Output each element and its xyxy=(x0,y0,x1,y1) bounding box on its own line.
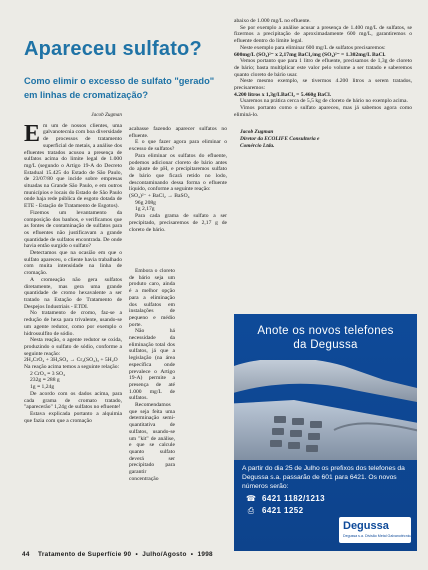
paragraph: Neste exemplo para eliminar 600 mg/L de sulfatos precisaremos: xyxy=(240,44,386,51)
degussa-logo xyxy=(339,517,411,543)
brand-subtitle: Degussa s.a. Divisão Metal Galvanotécnica xyxy=(343,534,413,538)
article-column-1 xyxy=(24,112,122,424)
page-number: 44 xyxy=(22,551,30,558)
paragraph: E o que fazer agora para eliminar o excesso de sulfatos? xyxy=(129,139,227,153)
calculation: 4.200 litros x 1,3g/LBaCl₂ = 5.460g BaCl. xyxy=(234,91,332,98)
issue-year: 1998 xyxy=(197,551,213,558)
signature-role: Comércio Ltda. xyxy=(240,142,275,149)
paragraph: No tratamento de cromo, faz-se a redução de hexa para trivalente, usando-se um agente redutor, como por exemplo o hidrossulfito de sódio. xyxy=(24,310,122,337)
article-title: Apareceu sulfato? xyxy=(24,38,202,60)
ad-headline-line: da Degussa xyxy=(293,339,358,351)
magazine-name: Tratamento de Superfície 90 xyxy=(38,551,132,558)
ad-body-text: A partir do dia 25 de Julho os prefixos dos telefones da Degussa s.a. passarão de 601 para 6421. Os novos números serão: xyxy=(242,465,405,490)
paragraph: m um de nossos clientes, uma galvanotecnia com boa diversidade de processos de tratamento superficial de metais, a análise dos efluentes tratados acusou a presença de sulfatos acima do limite legal de 1.000 mg/L (segundo o Artigo 19-A do Decreto Estadual 15.425 do Estado de São Paulo, de 23/07/80 que incide sobre empresas situadas na Grande São Paulo, e em outros municípios e locais do Estado de São Paulo onde haja rede pública de esgoto dotada de ETE - Estação de Tratamento de Esgotos). xyxy=(24,122,122,210)
chemical-equation: (SO₄)²⁻ + BaCl₂ → BaSO₄ xyxy=(129,193,190,200)
ad-headline-line: Anote os novos telefones xyxy=(257,325,394,337)
signature-name: Jacob Zugman xyxy=(240,128,274,135)
signature-role: Diretor da ECOLIFE Consultoria e xyxy=(240,135,320,142)
paragraph: Se por exemplo a análise acusar a presença de 1.400 mg/L de sulfatos, se fizermos a precipitação de aproximadamente 600 mg/L, garantiremos o efluente dentro do limite legal. xyxy=(234,24,412,45)
paragraph: De acordo com os dados acima, para cada grama de cromato tratado, "aparecerão" 1,24g de sulfatos no efluente! xyxy=(24,390,122,411)
page-footer: 44 Tratamento de Superfície 90 • Julho/Agosto • 1998 xyxy=(22,551,213,558)
calculation: 600mg/L (SO₄)²⁻ x 2,17mg BaCl₂/mg (SO₄)²⁻ = 1.302mg/L BaCl. xyxy=(234,51,386,58)
paragraph: Recomendamos que seja feita uma determinação semi-quantitativa de sulfatos, usando-se um "kit" de análise, e que se calcule quanto sulfato deverá ser precipitado para garantir concentração xyxy=(129,402,175,482)
paragraph: Usaremos na prática cerca de 5,5 kg de cloreto de bário no exemplo acima. xyxy=(240,98,408,105)
fax-number: 6421 1252 xyxy=(262,506,304,515)
paragraph: acabasse fazendo aparecer sulfatos no efluente. xyxy=(129,126,227,139)
paragraph: abaixo de 1.000 mg/L no efluente. xyxy=(234,18,311,24)
author-byline: Jacob Zugman xyxy=(91,112,122,118)
fax-icon: ⎙ xyxy=(247,506,255,515)
paragraph: Vemos portanto que para 1 litro de efluente, precisamos de 1,3g de cloreto de bário; basta multiplicar este valor pelo volume a ser tratado e saberemos quanto cloreto de bário usar. xyxy=(234,58,412,78)
formula-line: 1g 2,17g xyxy=(135,206,155,213)
paragraph: Para eliminar os sulfatos do efluente, podemos adicionar cloreto de bário antes do ajuste de pH, e precipitaremos sulfato de bário que ficará retido no lodo, descontaminando dessa forma o efluente líquido, conforme a seguinte reação: xyxy=(129,152,227,193)
paragraph: A cromeação não gera sulfatos diretamente, mas gera uma grande quantidade de cromo hexavalente a ser tratado na Estação de Tratamento de Despejos Industriais - ETDI. xyxy=(24,276,122,310)
paragraph: Detectamos que na ocasião em que o sulfato apareceu, o cliente havia trabalhado com muita intensidade na linha de cromação. xyxy=(24,250,122,277)
brand-name: Degussa xyxy=(343,520,389,532)
paragraph: Para cada grama de sulfato a ser precipitado, precisaremos de 2,17 g de cloreto de bário. xyxy=(129,213,227,233)
formula-line: 232g ≡ 288 g xyxy=(30,377,60,384)
issue-months: Julho/Agosto xyxy=(142,551,187,558)
formula-line: 1g ≡ 1,24g xyxy=(30,384,55,391)
drop-cap: E xyxy=(24,120,41,147)
paragraph: Nesta reação, o agente redutor se oxida, produzindo o sulfato de sódio, conforme a seguinte reação: xyxy=(24,337,122,357)
chemical-equation: 2H₂CrO₄ + 3H₂SO₃ → Cr₂(SO₄)₃ + 5H₂O xyxy=(24,357,118,364)
formula-line: 2 CrO₃ ≡ 3 SO₄ xyxy=(30,370,66,377)
telephone-illustration xyxy=(234,360,417,460)
paragraph: Neste mesmo exemplo, se tivermos 4.200 litros a serem tratados, precisaremos: xyxy=(234,78,412,92)
paragraph: Não há necessidade da eliminação total dos sulfatos, já que a legislação (na área específica onde prevalece o Artigo 19-A) permite a presença de até 1.000 mg/L de sulfatos. xyxy=(129,328,175,402)
phone-icon: ☎ xyxy=(246,494,256,503)
paragraph: Na reação acima temos a seguinte relação: xyxy=(24,364,120,371)
article-subtitle: Como elimir o excesso de sulfato "gerado" em linhas de cromatização? xyxy=(24,76,215,100)
paragraph: Fizemos um levantamento da composição dos banhos, e verificamos que as fontes de contaminação de sulfatos para os efluentes não justificavam a grande quantidade de sulfatos encontrada. De onde havia então surgido o sulfato? xyxy=(24,209,122,250)
article-column-2 xyxy=(129,126,227,233)
phone-number: 6421 1182/1213 xyxy=(262,494,325,503)
article-column-3 xyxy=(234,18,412,150)
paragraph: Embora o cloreto de bário seja um produto caro, ainda é a melhor opção para a eliminação dos sulfatos em instalações de pequeno e médio porte. xyxy=(129,268,175,328)
paragraph: Estava explicada portanto a alquimia que fazia com que a cromação xyxy=(24,410,122,424)
degussa-advertisement xyxy=(234,314,417,551)
paragraph: Vimos portanto como o sulfato apareceu, mas já sabemos agora como eliminá-lo. xyxy=(234,105,412,118)
ad-headline xyxy=(240,324,411,352)
article-column-2-narrow xyxy=(129,268,175,483)
formula-line: 96g 208g xyxy=(135,199,156,206)
